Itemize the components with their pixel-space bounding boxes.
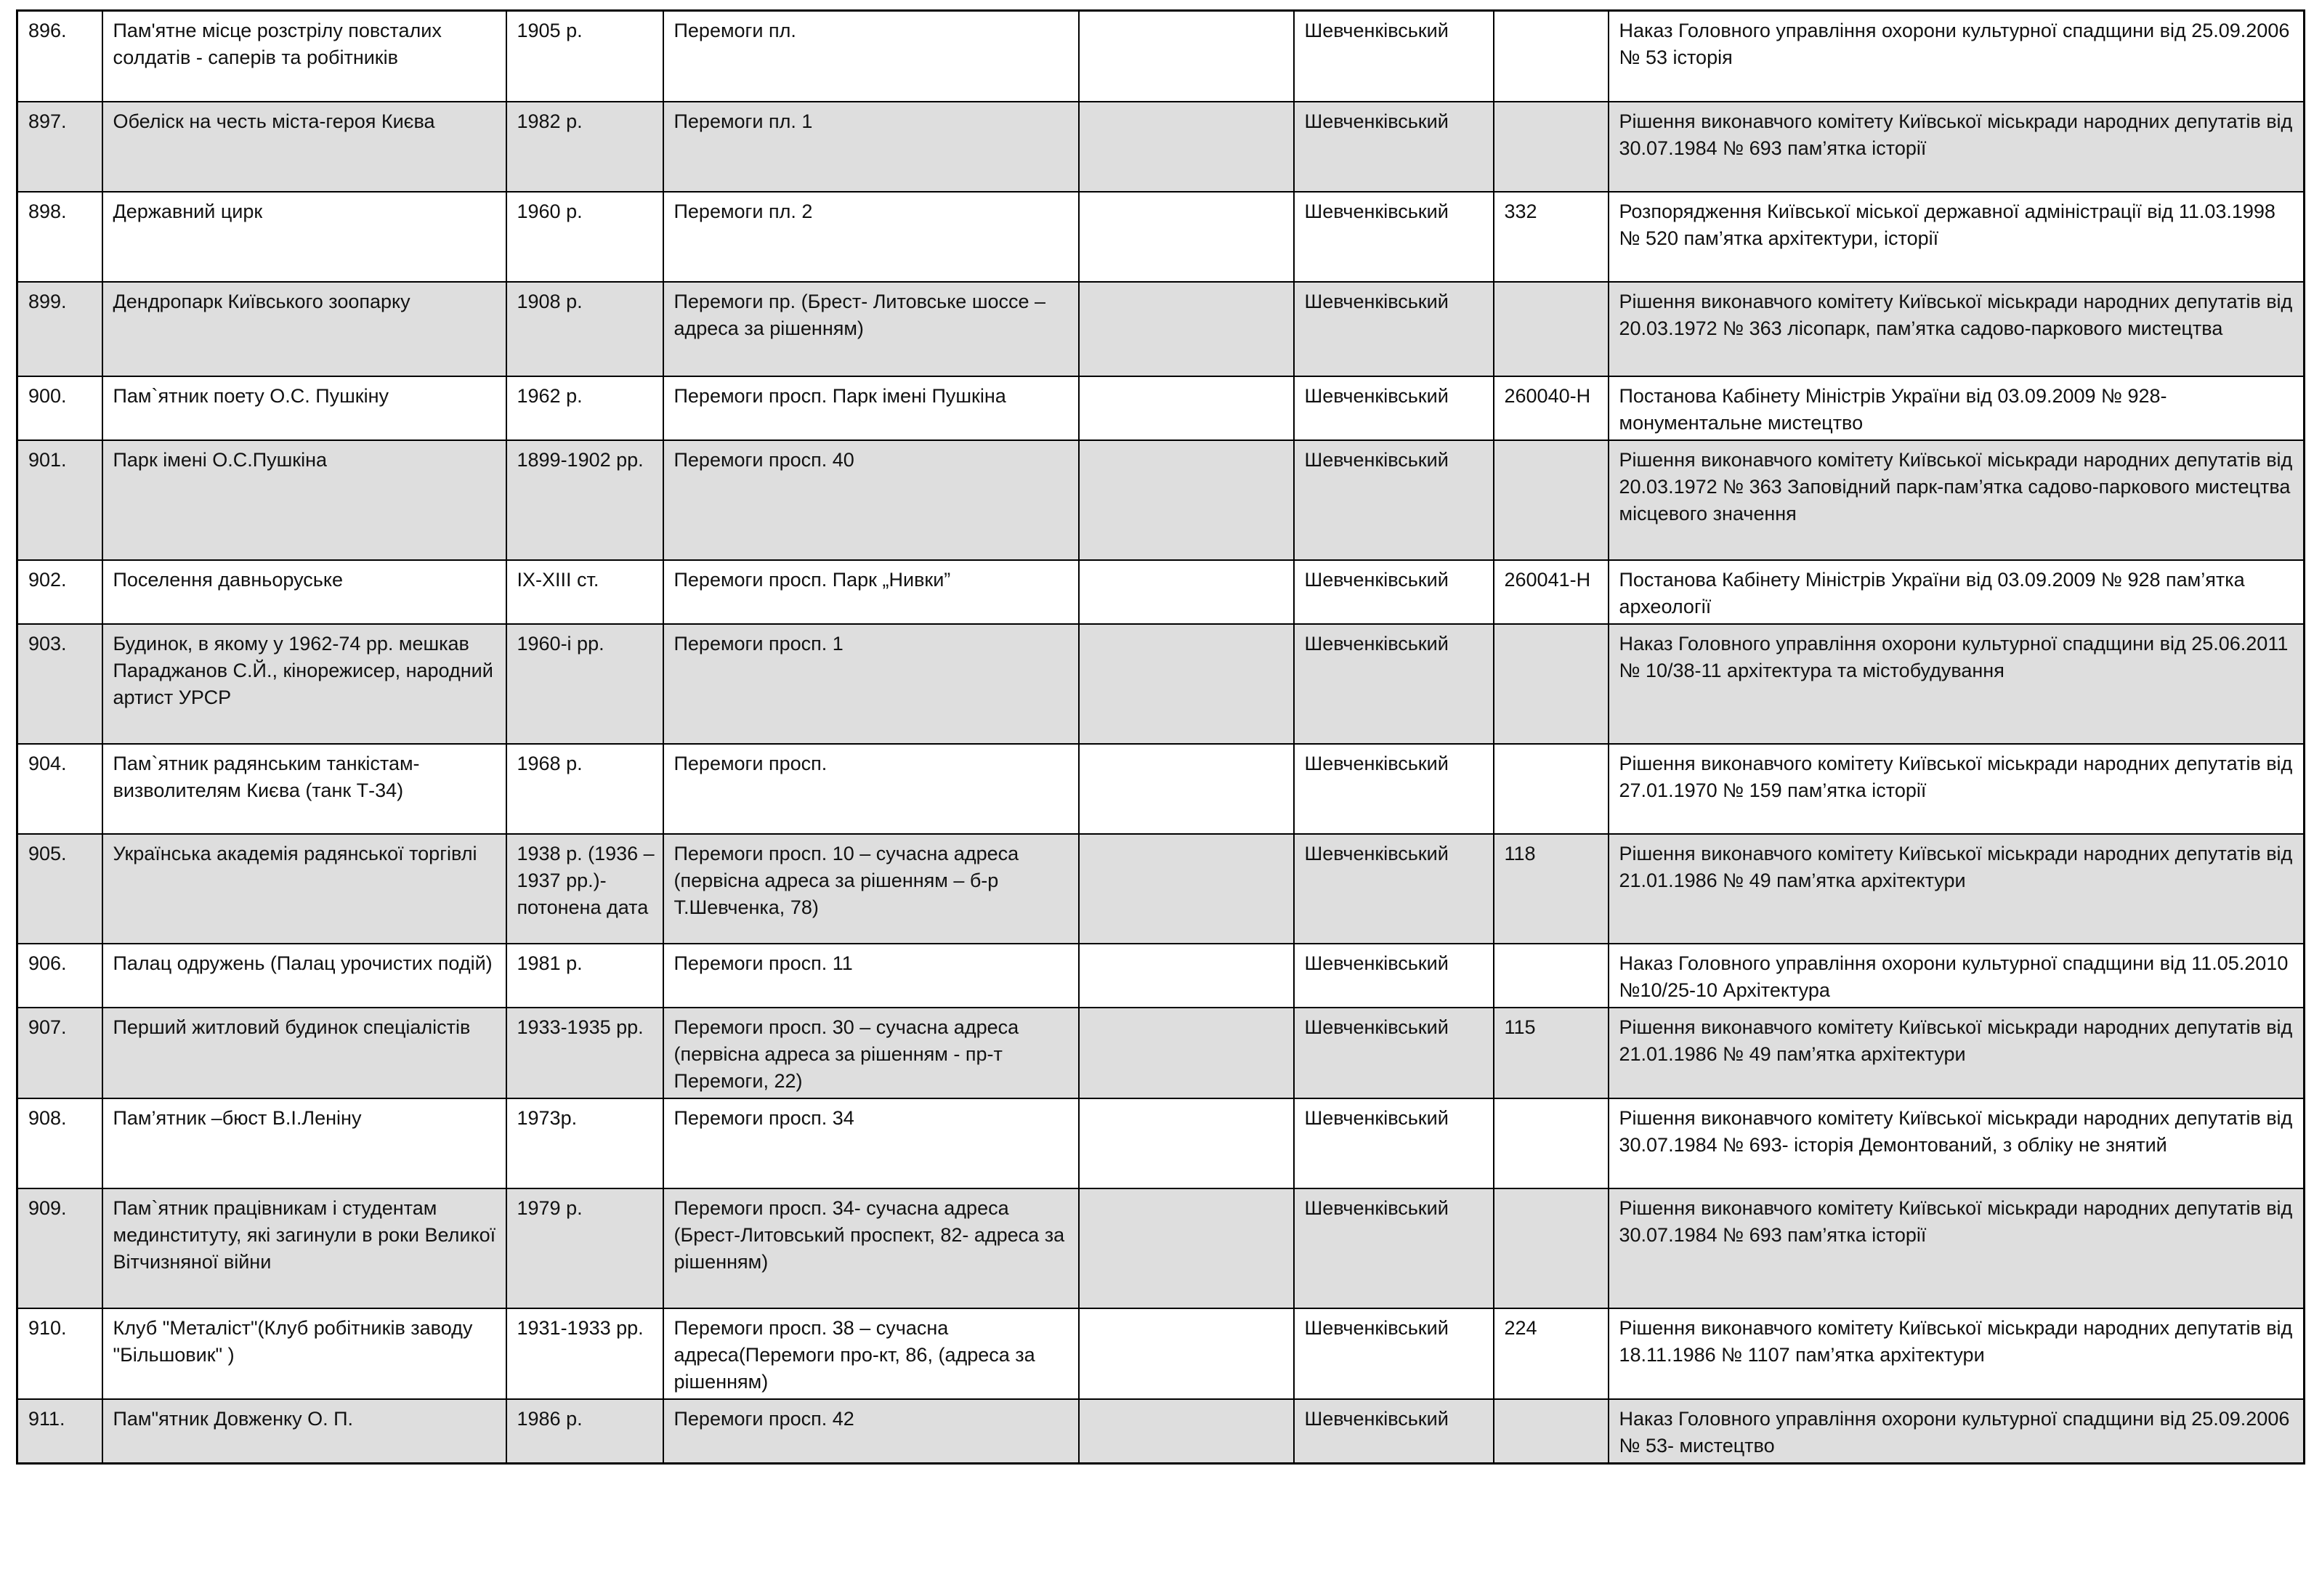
row-number: 901. (17, 440, 102, 560)
protection-code (1494, 282, 1609, 376)
table-row (17, 1008, 2305, 1098)
monument-address: Перемоги пл. 1 (663, 102, 1079, 192)
legal-document: Рішення виконавчого комітету Київської міськради народних депутатів від 20.03.1972 № 363 Заповідний парк-пам’ятка садово-паркового мистецтва місцевого значення (1609, 440, 2305, 560)
row-number: 897. (17, 102, 102, 192)
row-number: 906. (17, 944, 102, 1008)
row-number: 905. (17, 834, 102, 944)
monument-date: 1960-і рр. (506, 624, 663, 744)
monument-address: Перемоги просп. 30 – сучасна адреса (первісна адреса за рішенням - пр-т Перемоги, 22) (663, 1008, 1079, 1098)
legal-document: Рішення виконавчого комітету Київської міськради народних депутатів від 21.01.1986 № 49 пам’ятка архітектури (1609, 1008, 2305, 1098)
monument-name: Пам’ятник –бюст В.І.Леніну (102, 1098, 506, 1188)
legal-document: Наказ Головного управління охорони культурної спадщини від 25.09.2006 № 53- мистецтво (1609, 1399, 2305, 1464)
table-row (17, 944, 2305, 1008)
row-number: 910. (17, 1308, 102, 1399)
monument-address: Перемоги пр. (Брест- Литовське шоссе – адреса за рішенням) (663, 282, 1079, 376)
table-row (17, 102, 2305, 192)
extra-cell (1079, 1399, 1294, 1464)
protection-code (1494, 1098, 1609, 1188)
monument-date: 1986 р. (506, 1399, 663, 1464)
row-number: 902. (17, 560, 102, 624)
protection-code (1494, 1188, 1609, 1308)
district: Шевченківський (1294, 560, 1494, 624)
protection-code: 224 (1494, 1308, 1609, 1399)
district: Шевченківський (1294, 282, 1494, 376)
monument-address: Перемоги просп. 1 (663, 624, 1079, 744)
legal-document: Рішення виконавчого комітету Київської міськради народних депутатів від 21.01.1986 № 49 пам’ятка архітектури (1609, 834, 2305, 944)
protection-code: 332 (1494, 192, 1609, 282)
extra-cell (1079, 192, 1294, 282)
monument-address: Перемоги просп. 34- сучасна адреса (Брест-Литовський проспект, 82- адреса за рішенням) (663, 1188, 1079, 1308)
table-row (17, 1188, 2305, 1308)
district: Шевченківський (1294, 744, 1494, 834)
monument-name: Пам"ятник Довженку О. П. (102, 1399, 506, 1464)
district: Шевченківський (1294, 1399, 1494, 1464)
table-row (17, 376, 2305, 440)
legal-document: Розпорядження Київської міської державної адміністрації від 11.03.1998 № 520 пам’ятка архітектури, історії (1609, 192, 2305, 282)
monument-name: Палац одружень (Палац урочистих подій) (102, 944, 506, 1008)
legal-document: Рішення виконавчого комітету Київської міськради народних депутатів від 27.01.1970 № 159 пам’ятка історії (1609, 744, 2305, 834)
legal-document: Постанова Кабінету Міністрів України від 03.09.2009 № 928 пам’ятка археології (1609, 560, 2305, 624)
row-number: 907. (17, 1008, 102, 1098)
table-row (17, 1399, 2305, 1464)
district: Шевченківський (1294, 624, 1494, 744)
district: Шевченківський (1294, 192, 1494, 282)
extra-cell (1079, 1008, 1294, 1098)
row-number: 896. (17, 11, 102, 102)
extra-cell (1079, 834, 1294, 944)
table-row (17, 440, 2305, 560)
monument-date: 1931-1933 рр. (506, 1308, 663, 1399)
monument-address: Перемоги просп. 34 (663, 1098, 1079, 1188)
table-row (17, 624, 2305, 744)
extra-cell (1079, 560, 1294, 624)
extra-cell (1079, 944, 1294, 1008)
monument-date: 1968 р. (506, 744, 663, 834)
legal-document: Рішення виконавчого комітету Київської міськради народних депутатів від 20.03.1972 № 363 лісопарк, пам’ятка садово-паркового мистецтва (1609, 282, 2305, 376)
table-row (17, 560, 2305, 624)
monument-date: 1938 р. (1936 – 1937 рр.)- потонена дата (506, 834, 663, 944)
table-row (17, 11, 2305, 102)
extra-cell (1079, 1308, 1294, 1399)
table-row (17, 1098, 2305, 1188)
monument-date: 1979 р. (506, 1188, 663, 1308)
monument-date: IX-XIII ст. (506, 560, 663, 624)
monument-address: Перемоги просп. 38 – сучасна адреса(Перемоги про-кт, 86, (адреса за рішенням) (663, 1308, 1079, 1399)
row-number: 898. (17, 192, 102, 282)
district: Шевченківський (1294, 834, 1494, 944)
monument-address: Перемоги пл. 2 (663, 192, 1079, 282)
legal-document: Наказ Головного управління охорони культурної спадщини від 25.06.2011 № 10/38-11 архітектура та містобудування (1609, 624, 2305, 744)
table-row (17, 282, 2305, 376)
district: Шевченківський (1294, 376, 1494, 440)
row-number: 903. (17, 624, 102, 744)
monument-name: Поселення давньоруське (102, 560, 506, 624)
row-number: 909. (17, 1188, 102, 1308)
monument-date: 1908 р. (506, 282, 663, 376)
extra-cell (1079, 1098, 1294, 1188)
protection-code: 260041-Н (1494, 560, 1609, 624)
monuments-table (16, 9, 2305, 1465)
monument-name: Будинок, в якому у 1962-74 рр. мешкав Параджанов С.Й., кінорежисер, народний артист УРСР (102, 624, 506, 744)
monument-address: Перемоги просп. 42 (663, 1399, 1079, 1464)
legal-document: Наказ Головного управління охорони культурної спадщини від 11.05.2010 №10/25-10 Архітектура (1609, 944, 2305, 1008)
legal-document: Рішення виконавчого комітету Київської міськради народних депутатів від 30.07.1984 № 693 пам’ятка історії (1609, 1188, 2305, 1308)
legal-document: Рішення виконавчого комітету Київської міськради народних депутатів від 18.11.1986 № 1107 пам’ятка архітектури (1609, 1308, 2305, 1399)
district: Шевченківський (1294, 1008, 1494, 1098)
row-number: 908. (17, 1098, 102, 1188)
extra-cell (1079, 1188, 1294, 1308)
district: Шевченківський (1294, 1308, 1494, 1399)
protection-code (1494, 102, 1609, 192)
monument-date: 1933-1935 рр. (506, 1008, 663, 1098)
monument-address: Перемоги просп. 10 – сучасна адреса (первісна адреса за рішенням – б-р Т.Шевченка, 78) (663, 834, 1079, 944)
legal-document: Рішення виконавчого комітету Київської міськради народних депутатів від 30.07.1984 № 693 пам’ятка історії (1609, 102, 2305, 192)
district: Шевченківський (1294, 1098, 1494, 1188)
monument-name: Пам`ятник радянським танкістам-визволителям Києва (танк Т-34) (102, 744, 506, 834)
monument-name: Українська академія радянської торгівлі (102, 834, 506, 944)
table-row (17, 744, 2305, 834)
table-row (17, 192, 2305, 282)
legal-document: Наказ Головного управління охорони культурної спадщини від 25.09.2006 № 53 історія (1609, 11, 2305, 102)
protection-code (1494, 744, 1609, 834)
district: Шевченківський (1294, 11, 1494, 102)
monument-address: Перемоги просп. (663, 744, 1079, 834)
protection-code (1494, 1399, 1609, 1464)
protection-code (1494, 11, 1609, 102)
row-number: 899. (17, 282, 102, 376)
extra-cell (1079, 282, 1294, 376)
district: Шевченківський (1294, 944, 1494, 1008)
monument-date: 1962 р. (506, 376, 663, 440)
row-number: 904. (17, 744, 102, 834)
monument-date: 1973р. (506, 1098, 663, 1188)
monument-name: Пам`ятник поету О.С. Пушкіну (102, 376, 506, 440)
monument-name: Державний цирк (102, 192, 506, 282)
table-row (17, 834, 2305, 944)
monument-address: Перемоги просп. Парк імені Пушкіна (663, 376, 1079, 440)
monument-date: 1899-1902 рр. (506, 440, 663, 560)
extra-cell (1079, 624, 1294, 744)
monument-name: Дендропарк Київського зоопарку (102, 282, 506, 376)
protection-code: 118 (1494, 834, 1609, 944)
legal-document: Постанова Кабінету Міністрів України від 03.09.2009 № 928- монументальне мистецтво (1609, 376, 2305, 440)
row-number: 900. (17, 376, 102, 440)
protection-code: 260040-Н (1494, 376, 1609, 440)
district: Шевченківський (1294, 1188, 1494, 1308)
protection-code (1494, 944, 1609, 1008)
monument-name: Обеліск на честь міста-героя Києва (102, 102, 506, 192)
monument-name: Перший житловий будинок спеціалістів (102, 1008, 506, 1098)
monument-address: Перемоги просп. 11 (663, 944, 1079, 1008)
extra-cell (1079, 376, 1294, 440)
row-number: 911. (17, 1399, 102, 1464)
monument-name: Клуб "Металіст"(Клуб робітників заводу "Більшовик" ) (102, 1308, 506, 1399)
extra-cell (1079, 11, 1294, 102)
extra-cell (1079, 744, 1294, 834)
table-row (17, 1308, 2305, 1399)
district: Шевченківський (1294, 440, 1494, 560)
monument-date: 1982 р. (506, 102, 663, 192)
protection-code (1494, 440, 1609, 560)
monument-name: Пам'ятне місце розстрілу повсталих солдатів - саперів та робітників (102, 11, 506, 102)
protection-code (1494, 624, 1609, 744)
extra-cell (1079, 440, 1294, 560)
extra-cell (1079, 102, 1294, 192)
legal-document: Рішення виконавчого комітету Київської міськради народних депутатів від 30.07.1984 № 693- історія Демонтований, з обліку не знятий (1609, 1098, 2305, 1188)
monument-date: 1905 р. (506, 11, 663, 102)
protection-code: 115 (1494, 1008, 1609, 1098)
monument-address: Перемоги просп. Парк „Нивки” (663, 560, 1079, 624)
monument-address: Перемоги пл. (663, 11, 1079, 102)
monument-name: Парк імені О.С.Пушкіна (102, 440, 506, 560)
monument-address: Перемоги просп. 40 (663, 440, 1079, 560)
monument-date: 1960 р. (506, 192, 663, 282)
monument-name: Пам`ятник працівникам і студентам мединституту, які загинули в роки Великої Вітчизняної війни (102, 1188, 506, 1308)
monument-date: 1981 р. (506, 944, 663, 1008)
district: Шевченківський (1294, 102, 1494, 192)
